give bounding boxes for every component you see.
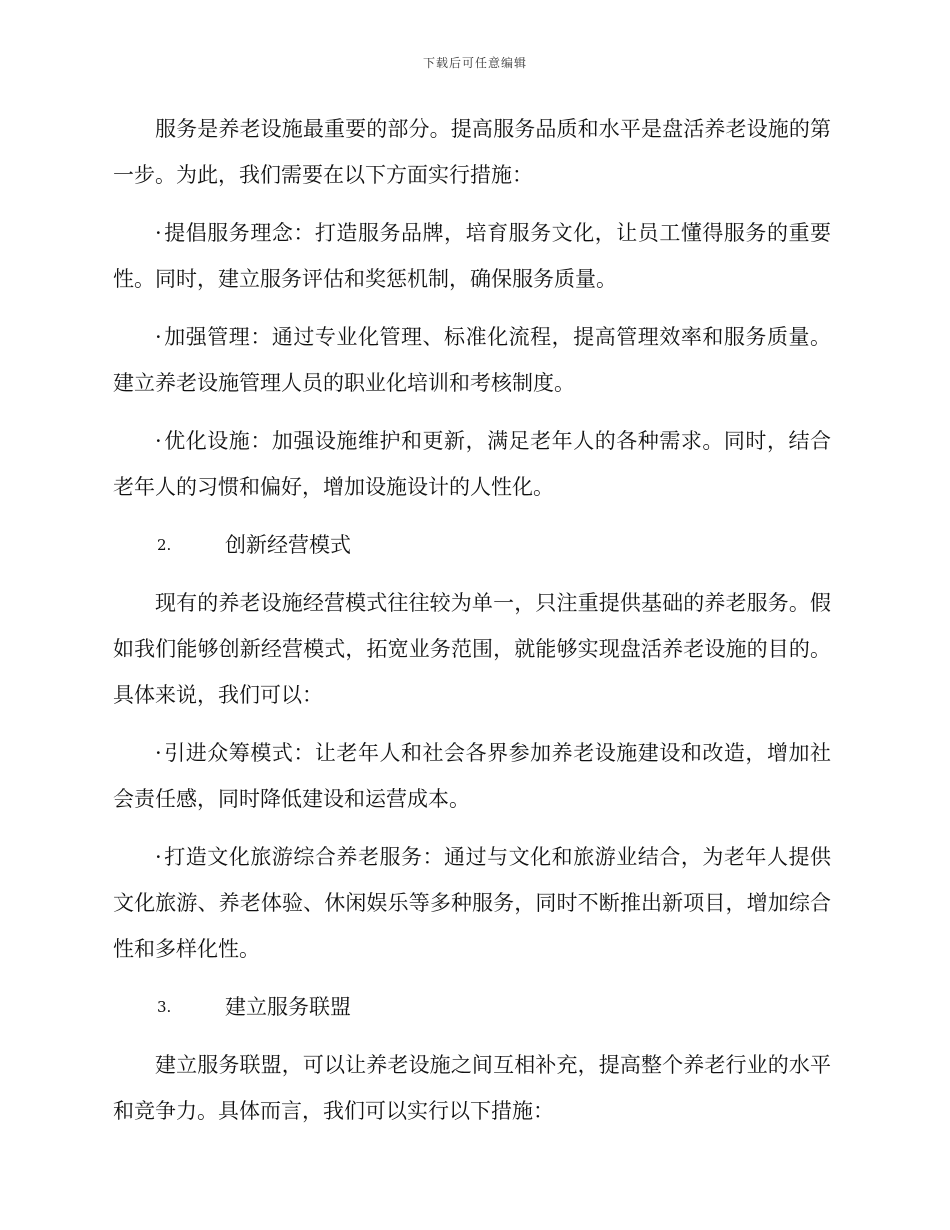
bullet-text: 打造文化旅游综合养老服务：通过与文化和旅游业结合，为老年人提供文化旅游、养老体验、休闲娱乐等多种服务，同时不断推出新项目，增加综合性和多样化性。 bbox=[113, 845, 831, 961]
section-number: 3. bbox=[157, 998, 172, 1016]
section-number: 2. bbox=[157, 536, 172, 554]
bullet-dot: · bbox=[155, 221, 162, 245]
section-heading bbox=[113, 984, 831, 1030]
bullet-text: 优化设施：加强设施维护和更新，满足老年人的各种需求。同时，结合老年人的习惯和偏好，增加设施设计的人性化。 bbox=[113, 429, 831, 499]
bullet-item bbox=[113, 418, 831, 510]
bullet-dot: · bbox=[155, 325, 162, 349]
paragraph: 建立服务联盟，可以让养老设施之间互相补充，提高整个养老行业的水平和竞争力。具体而言，我们可以实行以下措施： bbox=[113, 1053, 831, 1123]
bullet-item bbox=[113, 314, 831, 406]
section-title: 建立服务联盟 bbox=[225, 995, 351, 1019]
section-heading bbox=[113, 522, 831, 568]
bullet-item bbox=[113, 730, 831, 822]
paragraph: 服务是养老设施最重要的部分。提高服务品质和水平是盘活养老设施的第一步。为此，我们需要在以下方面实行措施： bbox=[113, 117, 831, 187]
bullet-dot: · bbox=[155, 845, 162, 869]
bullet-text: 加强管理：通过专业化管理、标准化流程，提高管理效率和服务质量。建立养老设施管理人员的职业化培训和考核制度。 bbox=[113, 325, 831, 395]
section-title: 创新经营模式 bbox=[225, 533, 351, 557]
paragraph: 现有的养老设施经营模式往往较为单一，只注重提供基础的养老服务。假如我们能够创新经营模式，拓宽业务范围，就能够实现盘活养老设施的目的。具体来说，我们可以： bbox=[113, 591, 831, 707]
bullet-dot: · bbox=[155, 741, 162, 765]
bullet-text: 引进众筹模式：让老年人和社会各界参加养老设施建设和改造，增加社会责任感，同时降低建设和运营成本。 bbox=[113, 741, 831, 811]
bullet-text: 提倡服务理念：打造服务品牌，培育服务文化，让员工懂得服务的重要性。同时，建立服务评估和奖惩机制，确保服务质量。 bbox=[113, 221, 831, 291]
bullet-item bbox=[113, 210, 831, 302]
document-body bbox=[113, 106, 831, 1146]
bullet-item bbox=[113, 834, 831, 972]
bullet-dot: · bbox=[155, 429, 162, 453]
page-header: 下载后可任意编辑 bbox=[422, 56, 527, 70]
